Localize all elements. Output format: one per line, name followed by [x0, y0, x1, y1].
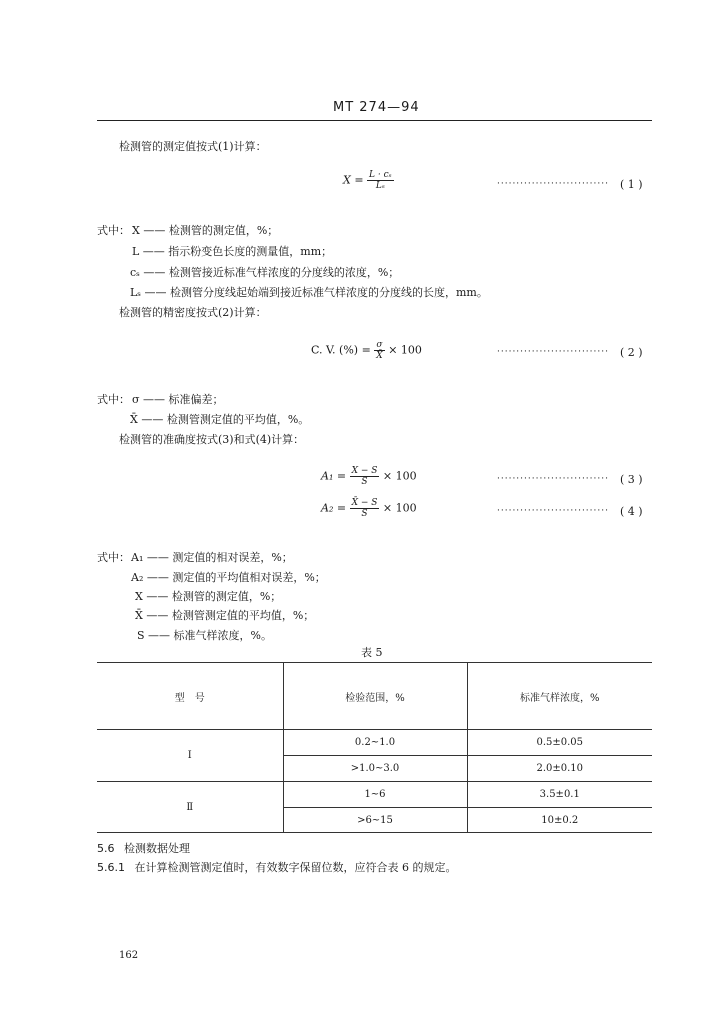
- table-cell-range: 0.2~1.0: [283, 730, 467, 756]
- eq2-leader: ·····························: [497, 347, 609, 357]
- eq1-label: ( 1 ): [620, 178, 643, 191]
- table-header-cell: 型 号: [97, 663, 283, 730]
- table-cell-std: 0.5±0.05: [467, 730, 652, 756]
- table-cell-range: >6~15: [283, 808, 467, 833]
- document-code: MT 274—94: [333, 100, 420, 115]
- eq3-label: ( 3 ): [620, 473, 643, 486]
- eq1-fraction: [367, 170, 394, 191]
- table-cell-range: >1.0~3.0: [283, 756, 467, 782]
- section-title: 检测数据处理: [124, 842, 190, 855]
- eq4-label: ( 4 ): [620, 505, 643, 518]
- where3-item: A₂ —— 测定值的平均值相对误差，%；: [131, 571, 326, 584]
- where2-lead: 式中：: [97, 393, 130, 406]
- table-cell-std: 3.5±0.1: [467, 782, 652, 808]
- intro-text: 检测管的测定值按式(1)计算：: [119, 140, 267, 153]
- where1-item: X —— 检测管的测定值，%；: [132, 224, 279, 237]
- where3-item: A₁ —— 测定值的相对误差，%；: [131, 551, 293, 564]
- table-header-row: [97, 663, 652, 730]
- precision-text: 检测管的精密度按式(2)计算：: [119, 306, 267, 319]
- where3-item: X —— 检测管的测定值，%；: [135, 590, 282, 603]
- eq1-denominator: Lₛ: [367, 180, 394, 191]
- eq3-lhs: A₁ =: [321, 469, 347, 483]
- equation-3: [321, 466, 417, 487]
- table-row: [97, 782, 652, 808]
- where1-item: Lₛ —— 检测管分度线起始端到接近标准气样浓度的分度线的长度，mm。: [130, 286, 488, 299]
- equation-4: [321, 498, 417, 519]
- eq1-numerator: L · cₛ: [369, 170, 392, 180]
- eq2-rhs: × 100: [388, 343, 422, 357]
- table-cell-std: 10±0.2: [467, 808, 652, 833]
- eq4-numerator: X̄ − S: [351, 498, 378, 508]
- table-5: [97, 662, 652, 833]
- where1-item: L —— 指示粉变色长度的测量值，mm；: [132, 245, 333, 258]
- eq2-numerator: σ: [376, 340, 383, 350]
- table-cell-type: Ⅱ: [97, 782, 283, 833]
- eq2-lhs: C. V. (%) =: [311, 343, 371, 357]
- eq1-lhs: X =: [343, 173, 364, 187]
- eq2-fraction: [374, 340, 384, 361]
- where3-lead: 式中：: [97, 551, 130, 564]
- eq3-leader: ·····························: [497, 474, 609, 484]
- header-rule: [97, 120, 652, 121]
- table-header-cell: 检验范围，%: [283, 663, 467, 730]
- page-number: 162: [119, 950, 139, 961]
- eq3-rhs: × 100: [382, 469, 417, 483]
- section-text: 在计算检测管测定值时，有效数字保留位数，应符合表 6 的规定。: [134, 861, 457, 874]
- eq3-denominator: S: [350, 476, 380, 487]
- table-cell-range: 1~6: [283, 782, 467, 808]
- table-cell-std: 2.0±0.10: [467, 756, 652, 782]
- section-5-6-1: [97, 859, 457, 875]
- accuracy-text: 检测管的准确度按式(3)和式(4)计算：: [119, 433, 305, 446]
- equation-1: [343, 170, 394, 191]
- eq3-fraction: [350, 466, 380, 487]
- section-number: 5.6.1: [97, 861, 125, 874]
- section-number: 5.6: [97, 842, 115, 855]
- eq4-leader: ·····························: [497, 506, 609, 516]
- eq2-denominator: X̄: [376, 351, 383, 361]
- eq4-denominator: S: [350, 508, 380, 519]
- where3-item: X̄ —— 检测管测定值的平均值，%；: [135, 609, 315, 622]
- where3-item: S —— 标准气样浓度，%。: [137, 629, 272, 642]
- table-cell-type: I: [97, 730, 283, 782]
- where2-item: X̄ —— 检测管测定值的平均值，%。: [130, 413, 310, 426]
- eq2-label: ( 2 ): [620, 346, 643, 359]
- eq4-rhs: × 100: [382, 501, 417, 515]
- table-header-cell: 标准气样浓度，%: [467, 663, 652, 730]
- equation-2: [311, 340, 422, 361]
- table-row: [97, 730, 652, 756]
- table-caption: 表 5: [361, 646, 383, 659]
- eq1-leader: ·····························: [497, 179, 609, 189]
- where2-item: σ —— 标准偏差；: [132, 393, 224, 406]
- where1-item: cₛ —— 检测管接近标准气样浓度的分度线的浓度，%；: [130, 266, 400, 279]
- eq4-lhs: A₂ =: [321, 501, 347, 515]
- section-5-6: [97, 840, 190, 856]
- eq3-numerator: X − S: [351, 466, 378, 476]
- eq4-fraction: [350, 498, 380, 519]
- where1-lead: 式中：: [97, 224, 130, 237]
